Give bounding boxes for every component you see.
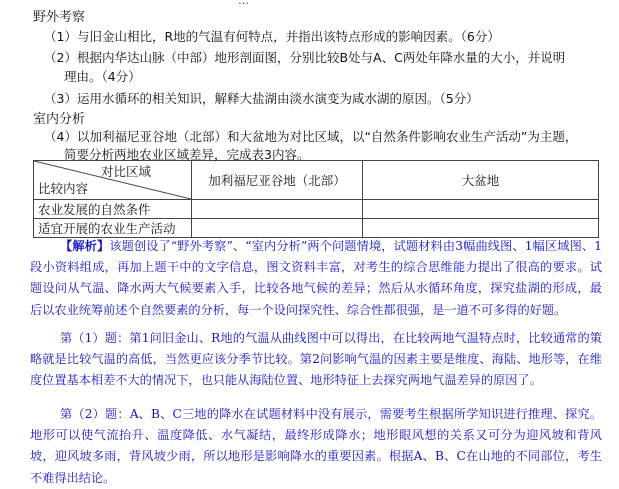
column-header-great-basin: 大盆地 — [363, 161, 599, 200]
table-corner-cell — [34, 161, 192, 200]
analysis-text-1: 该题创设了“野外考察”、“室内分析”两个问题情境，试题材料由3幅曲线图、1幅区域图、1段小资料组成，再加上题干中的文字信息，图文资料丰富，对考生的综合思维能力提出了很高的要求。试题设问从气温、降水两大气候要素入手，比较各地气候的差异；然后从水循环角度，探究盐湖的形成，最后以农业统筹前述个自然要素的分析，每一个设问探究性、综合性都很强，是一道不可多得的好题。 — [30, 239, 603, 317]
question-4-line-2: 简要分析两地农业区域差异，完成表3内容。 — [64, 147, 310, 162]
column-header-california: 加利福尼亚谷地（北部） — [192, 161, 363, 200]
question-4-line-1: （4）以加利福尼亚谷地（北部）和大盆地为对比区域，以“自然条件影响农业生产活动”为主题， — [44, 129, 578, 144]
page-top-mark: … — [238, 0, 249, 7]
corner-bottom-label: 比较内容 — [38, 181, 89, 196]
analysis-paragraph-2: 第（1）题：第1问旧金山、R地的气温从曲线图中可以得出，在比较两地气温特点时，比较通常的策略就是比较气温的高低，当然更应该分季节比较。第2问影响气温的因素主要是维度、海陆、地形等，在维度位置基本相差不大的情况下，也只能从海陆位置、地形特征上去探究两地气温差异的原因了。 — [30, 331, 602, 388]
cell-california-activities[interactable] — [192, 219, 363, 238]
field-heading: 野外考察 — [33, 10, 86, 25]
cell-basin-conditions[interactable] — [363, 200, 599, 219]
comparison-table — [33, 160, 599, 238]
row-label-agricultural-activities: 适宜开展的农业生产活动 — [34, 219, 192, 238]
question-1: （1）与旧金山相比，R地的气温有何特点，并指出该特点形成的影响因素。（6分） — [44, 29, 500, 44]
analysis-paragraph-3: 第（2）题：A、B、C三地的降水在试题材料中没有展示，需要考生根据所学知识进行推理、探究。地形可以使气流抬升、温度降低、水气凝结，最终形成降水；地形眼风想的关系又可分为迎风坡和背风坡，迎风坡多雨，背风坡少雨，所以地形是影响降水的重要因素。根据A、B、C在山地的不同部位，考生不难得出结论。 — [30, 407, 602, 485]
question-2-line-2: 理由。（4分） — [64, 69, 141, 84]
analysis-paragraph-1 — [30, 236, 602, 321]
indoor-heading: 室内分析 — [33, 112, 86, 127]
row-label-natural-conditions: 农业发展的自然条件 — [34, 200, 192, 219]
cell-california-conditions[interactable] — [192, 200, 363, 219]
question-3: （3）运用水循环的相关知识，解释大盐湖由淡水演变为咸水湖的原因。（5分） — [44, 91, 479, 106]
corner-top-label: 对比区域 — [100, 164, 151, 179]
analysis-tag: 【解析】 — [60, 239, 110, 253]
question-2-line-1: （2）根据内华达山脉（中部）地形剖面图，分别比较B处与A、C两处年降水量的大小，并说明 — [44, 50, 566, 65]
cell-basin-activities[interactable] — [363, 219, 599, 238]
